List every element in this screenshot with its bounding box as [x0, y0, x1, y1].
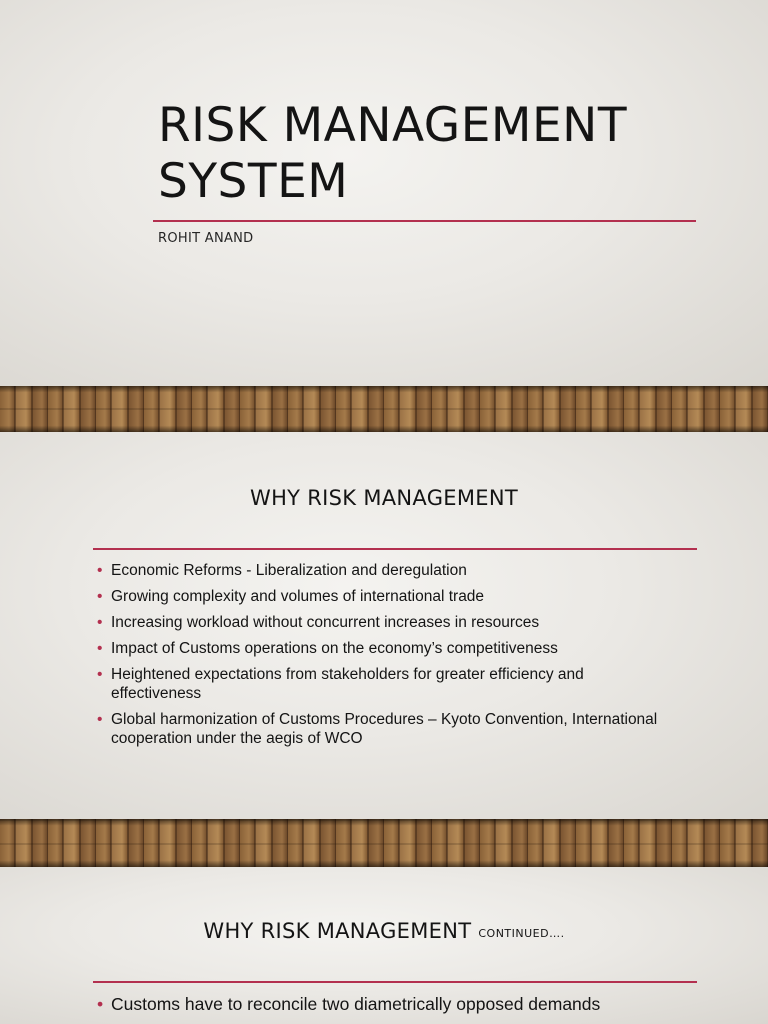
- bullet-item: • Customs have to reconcile two diametrically opposed demands: [96, 993, 676, 1015]
- title-divider: [153, 220, 696, 222]
- wood-floor-divider: [0, 819, 768, 867]
- bullet-item: • Heightened expectations from stakeholders for greater efficiency and effectiveness: [96, 665, 676, 703]
- bullet-item: • Increasing workload without concurrent increases in resources: [96, 613, 676, 632]
- heading-divider: [93, 548, 697, 550]
- bullet-list: [96, 993, 676, 1022]
- bullet-list: [96, 561, 676, 755]
- wood-floor-divider: [0, 386, 768, 432]
- slide-why-risk-management-continued[interactable]: [0, 867, 768, 1024]
- slide-title[interactable]: [0, 0, 768, 386]
- heading-divider: [93, 981, 697, 983]
- slide-heading-text: WHY RISK MANAGEMENT: [203, 919, 472, 943]
- presentation-title: RISK MANAGEMENT SYSTEM: [158, 98, 628, 209]
- author-name: ROHIT ANAND: [158, 231, 254, 246]
- bullet-item: • Growing complexity and volumes of international trade: [96, 587, 676, 606]
- slide-heading-suffix: CONTINUED….: [478, 927, 565, 940]
- bullet-item: • Economic Reforms - Liberalization and deregulation: [96, 561, 676, 580]
- slide-why-risk-management[interactable]: [0, 432, 768, 819]
- slide-heading: [0, 919, 768, 943]
- bullet-item: • Global harmonization of Customs Procedures – Kyoto Convention, International cooperation under the aegis of WCO: [96, 710, 676, 748]
- slide-heading: WHY RISK MANAGEMENT: [250, 486, 518, 510]
- bullet-item: • Impact of Customs operations on the economy’s competitiveness: [96, 639, 676, 658]
